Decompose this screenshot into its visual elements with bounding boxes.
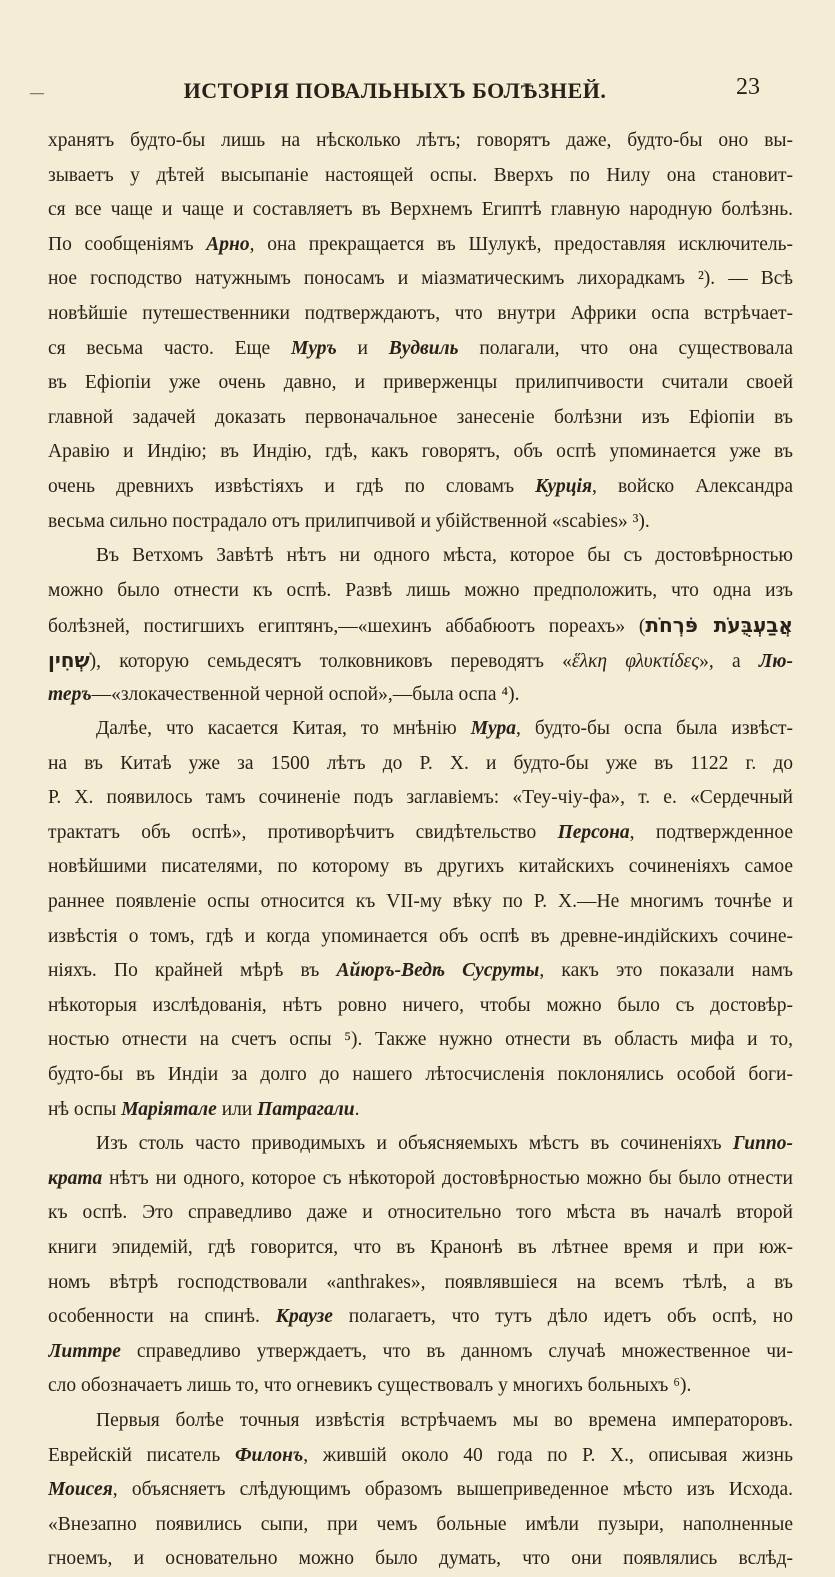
body-text [48,124,793,1577]
hebrew-word: שְׁחִין [48,647,90,672]
text-line: особенности на спинѣ. Краузе полагаетъ, что тутъ дѣло идетъ объ оспѣ, но [48,1306,793,1328]
text-line: нѣкоторыя изслѣдованія, нѣтъ ровно ничего, чтобы можно было съ достовѣр- [48,994,793,1016]
text-line: въ Ефіопіи уже очень давно, и приверженцы прилипчивости считали своей [48,372,793,394]
text-line: крата нѣтъ ни одного, которое съ нѣкоторой достовѣрностью можно бы было отнести [48,1167,793,1189]
text-line: извѣстія о томъ, гдѣ и когда упоминается объ оспѣ въ древне-индійскихъ сочине- [48,925,793,947]
text-line: весьма сильно пострадало отъ прилипчивой и убійственной «scabies» ³). [48,510,650,532]
name-littre: Литтре [48,1340,121,1362]
text-line: Моисея, объясняетъ слѣдующимъ образомъ вышеприведенное мѣсто изъ Исхода. [48,1479,793,1501]
name-arno: Арно [206,233,250,255]
name-mur: Муръ [291,337,337,359]
text-line: къ оспѣ. Это справедливо даже и относительно того мѣста въ началѣ второй [48,1202,793,1224]
text-line: ся весьма часто. Еще Муръ и Вудвиль полагали, что она существовала [48,337,793,359]
text-line: «Внезапно появились сыпи, при чемъ больные имѣли пузыри, наполненные [48,1513,793,1535]
text-line: раннее появленіе оспы относится къ VII-му вѣку по Р. Х.—Не многимъ точнѣе и [48,891,793,913]
text-line: сло обозначаетъ лишь то, что огневикъ существовалъ у многихъ больныхъ ⁶). [48,1375,692,1397]
name-mariatale: Маріятале [121,1098,217,1120]
text-line: трактатъ объ оспѣ», противорѣчитъ свидѣтельство Персона, подтвержденное [48,821,793,843]
text-line: По сообщеніямъ Арно, она прекращается въ Шулукѣ, предоставляя исключитель- [48,233,793,255]
name-ayurveda: Айюръ-Ведѣ Сусруты [336,960,540,982]
text-line: ся все чаще и чаще и составляетъ въ Верхнемъ Египтѣ главную народную болѣзнь. [48,199,793,221]
name-patragali: Патрагали [257,1098,355,1120]
header-dash: — [30,86,44,101]
text-line: Первыя болѣе точныя извѣстія встрѣчаемъ мы во времена императоровъ. [96,1409,793,1431]
text-line: хранятъ будто-бы лишь на нѣсколько лѣтъ; говорятъ даже, будто-бы оно вы- [48,130,793,151]
name-vudvil: Вудвиль [388,337,459,359]
name-hippocrates-cont: крата [48,1167,103,1189]
name-mura: Мура [470,718,516,740]
text-line: теръ—«злокачественной черной оспой»,—была оспа ⁴). [48,683,520,705]
name-person: Персона [557,821,630,843]
name-hippocrates: Гиппо- [732,1133,793,1155]
text-line: ностью отнести на счетъ оспы ⁵). Также нужно отнести въ область мифа и то, [48,1029,793,1051]
text-line: будто-бы въ Индіи за долго до нашего лѣтосчисленія поклонялись особой боги- [48,1064,793,1086]
text-line: שְׁחִין), которую семьдесятъ толковниковъ переводятъ «ἕλκη φλυκτίδες», а Лю- [48,647,793,672]
text-line: нѣ оспы Маріятале или Патрагали. [48,1098,360,1120]
text-line: Аравію и Индію; въ Индію, гдѣ, какъ говорятъ, объ оспѣ упоминается уже въ [48,441,793,463]
text-line: номъ вѣтрѣ господствовали «anthrakes», появлявшіеся на всемъ тѣлѣ, а въ [48,1271,793,1293]
name-krause: Краузе [275,1306,333,1328]
running-header [30,70,760,110]
page-number: 23 [736,74,760,100]
text-line: очень древнихъ извѣстіяхъ и гдѣ по словамъ Курція, войско Александра [48,475,793,497]
text-line: можно было отнести къ оспѣ. Развѣ лишь можно предположить, что одна изъ [48,579,793,601]
text-line: книги эпидемій, гдѣ говорится, что въ Кранонѣ въ лѣтнее время и при юж- [48,1237,793,1258]
greek-phrase: ἕλκη φλυκτίδες [571,650,700,672]
text-line: Далѣе, что касается Китая, то мнѣнію Мура, будто-бы оспа была извѣст- [96,718,793,740]
name-luther-cont: теръ [48,683,92,705]
text-line: Въ Ветхомъ Завѣтѣ нѣтъ ни одного мѣста, которое бы съ достовѣрностью [96,545,793,567]
text-line: гноемъ, и основательно можно было думать, что они появлялись вслѣд- [48,1548,793,1570]
text-line: новѣйшіе путешественники подтверждаютъ, что внутри Африки оспа встрѣчает- [48,302,793,324]
hebrew-phrase: אֲבַעְבֻּעֹת פֹּרְחֹת [645,613,793,638]
text-line: Литтре справедливо утверждаетъ, что въ данномъ случаѣ множественное чи- [48,1340,793,1362]
text-line: Изъ столь часто приводимыхъ и объясняемыхъ мѣстъ въ сочиненіяхъ Гиппо- [96,1133,793,1155]
text-line: болѣзней, постигшихъ египтянъ,—«шехинъ аббабюотъ пореахъ» (אֲבַעְבֻּעֹת פֹּרְחֹת [48,613,793,638]
name-kurtsiy: Курція [535,475,592,497]
text-line: главной задачей доказать первоначальное занесеніе болѣзни изъ Ефіопіи въ [48,406,793,428]
text-line: новѣйшими писателями, по которому въ другихъ китайскихъ сочиненіяхъ самое [48,856,793,878]
text-line: Еврейскій писатель Филонъ, жившій около 40 года по Р. Х., описывая жизнь [48,1444,793,1466]
text-line: ное господство натужнымъ поносамъ и міазматическимъ лихорадкамъ ²). — Всѣ [48,268,793,290]
running-title: ИСТОРІЯ ПОВАЛЬНЫХЪ БОЛѢЗНЕЙ. [183,78,607,103]
text-line: на въ Китаѣ уже за 1500 лѣтъ до Р. Х. и будто-бы уже въ 1122 г. до [48,752,793,774]
name-moses: Моисея [48,1479,113,1501]
text-line: ніяхъ. По крайней мѣрѣ въ Айюръ-Ведѣ Сусруты, какъ это показали намъ [48,960,793,982]
text-line: зываетъ у дѣтей высыпаніе настоящей оспы. Вверхъ по Нилу она становит- [48,164,793,186]
text-line: Р. Х. появилось тамъ сочиненіе подъ заглавіемъ: «Теу-чіу-фа», т. е. «Сердечный [48,787,793,809]
name-filon: Филонъ [234,1444,304,1466]
name-luther: Лю- [758,650,793,672]
